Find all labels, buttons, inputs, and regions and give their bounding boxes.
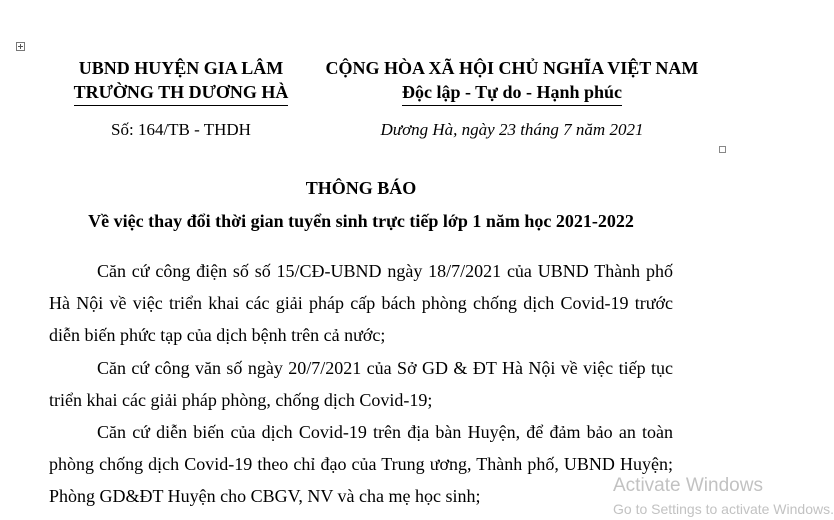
document-number: Số: 164/TB - THDH: [111, 120, 251, 139]
paragraph-2-text: Căn cứ công văn số ngày 20/7/2021 của Sở GD & ĐT Hà Nội về việc tiếp tục triển khai các giải pháp phòng, chống dịch Covid-19;: [49, 358, 673, 410]
activation-watermark-title: Activate Windows: [613, 475, 763, 496]
issuer-block: [40, 56, 322, 106]
paragraph-1: [49, 255, 673, 351]
place-and-date: Dương Hà, ngày 23 tháng 7 năm 2021: [380, 120, 644, 139]
country-name: CỘNG HÒA XÃ HỘI CHỦ NGHĨA VIỆT NAM: [325, 58, 699, 78]
activation-watermark-subtitle: Go to Settings to activate Windows.: [613, 501, 834, 517]
paragraph-3-text: Căn cứ diễn biến của dịch Covid-19 trên địa bàn Huyện, để đảm bảo an toàn phòng chống dịch Covid-19 theo chỉ đạo của Trung ương, Thành phố, UBND Huyện; Phòng GD&ĐT Huyện cho CBGV, NV và cha mẹ học sinh;: [49, 422, 673, 506]
document-subtitle: Về việc thay đổi thời gian tuyển sinh trực tiếp lớp 1 năm học 2021-2022: [88, 211, 634, 231]
national-motto: Độc lập - Tự do - Hạnh phúc: [402, 80, 622, 106]
issuer-school: TRƯỜNG TH DƯƠNG HÀ: [74, 80, 289, 106]
document-title: THÔNG BÁO: [305, 178, 417, 198]
activation-watermark: [613, 474, 834, 519]
paragraph-2: [49, 352, 673, 416]
issuer-authority: UBND HUYỆN GIA LÂM: [78, 58, 284, 78]
table-resize-handle-icon[interactable]: [719, 146, 726, 153]
national-motto-block: [300, 56, 724, 106]
paragraph-1-text: Căn cứ công điện số số 15/CĐ-UBND ngày 18/7/2021 của UBND Thành phố Hà Nội về việc triển khai các giải pháp cấp bách phòng chống dịch Covid-19 trước diễn biến phức tạp của dịch bệnh trên cả nước;: [49, 261, 673, 345]
paragraph-3: [49, 416, 673, 512]
table-move-handle-icon[interactable]: [16, 42, 25, 51]
